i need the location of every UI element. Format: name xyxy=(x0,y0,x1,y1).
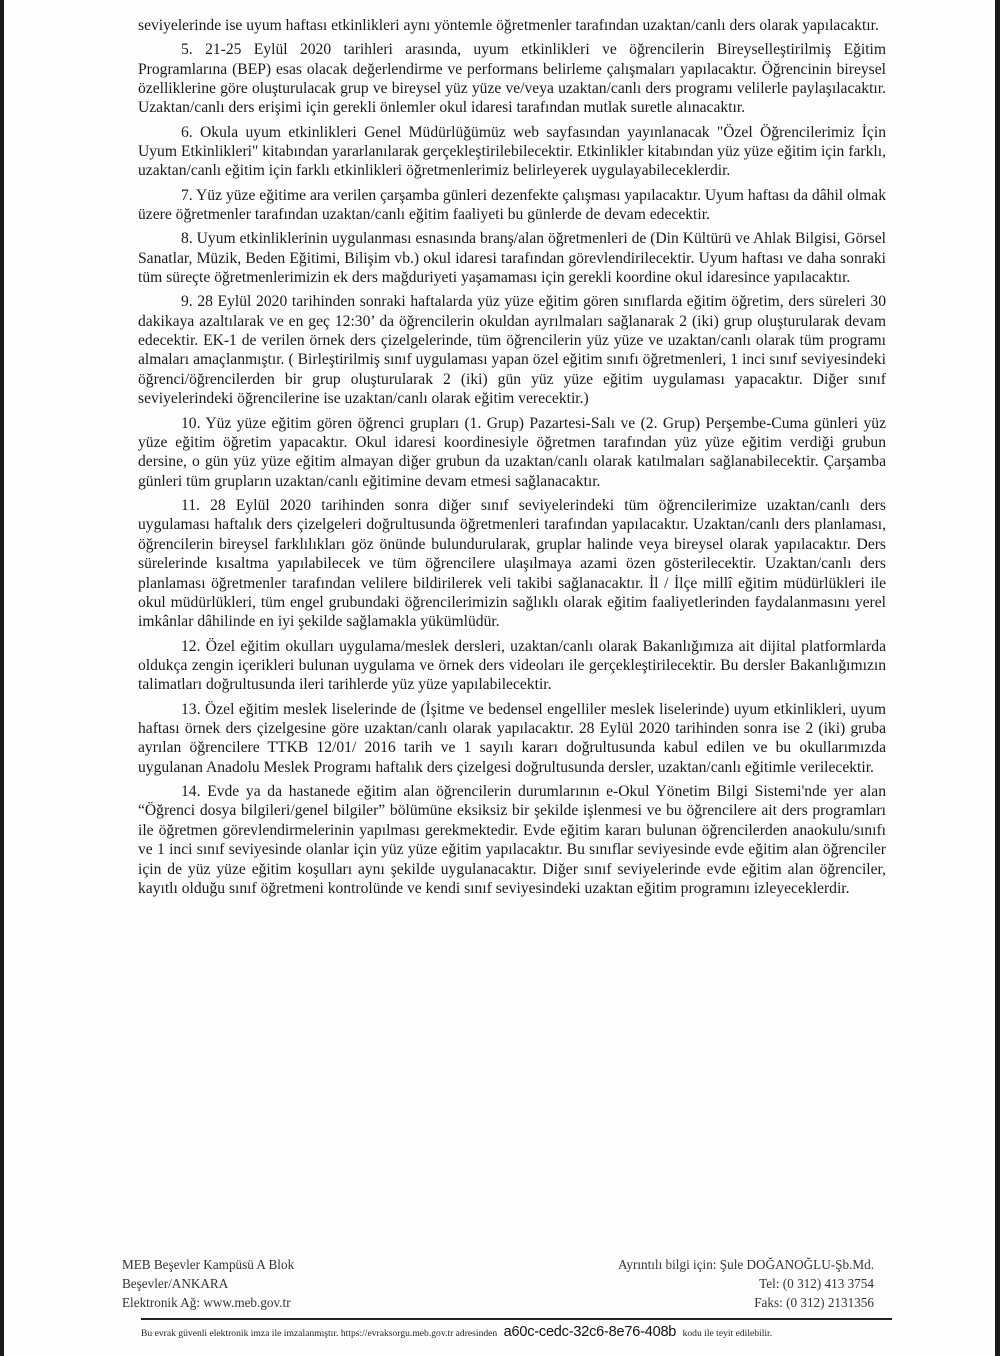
item-6: 6. Okula uyum etkinlikleri Genel Müdürlüğümüz web sayfasından yayınlanacak "Özel Öğrencilerimiz İçin Uyum Etkinlikleri" kitabından yararlanılarak gerçekleştirilebilecektir. Etkinlikler kitabından yüz yüze eğitim için farklı, uzaktan/canlı eğitim için farklı etkinlikleri öğretmenlerimiz belirleyerek uygulayabileceklerdir. xyxy=(138,123,886,180)
address-line: Beşevler/ANKARA xyxy=(122,1276,229,1291)
signature-prefix: Bu evrak güvenli elektronik imza ile imzalanmıştır. https://evraksorgu.meb.gov.tr adresinden xyxy=(141,1328,498,1339)
item-8: 8. Uyum etkinliklerinin uygulanması esnasında branş/alan öğretmenleri de (Din Kültürü ve Ahlak Bilgisi, Görsel Sanatlar, Müzik, Beden Eğitimi, Bilişim vb.) okul idaresi tarafından görevlendirilecektir. Uyum haftası ve daha sonraki tüm süreçte öğretmenlerimizin ek ders mağduriyeti yaşamaması için gerekli koordine okul idaresince yapılacaktır. xyxy=(138,230,886,287)
continuation-paragraph: seviyelerinde ise uyum haftası etkinlikleri aynı yöntemle öğretmenler tarafından uzaktan/canlı ders olarak yapılacaktır. xyxy=(138,17,879,34)
verification-code: a60c-cedc-32c6-8e76-408b xyxy=(503,1324,677,1340)
item-5: 5. 21-25 Eylül 2020 tarihleri arasında, uyum etkinlikleri ve öğrencilerin Bireyselleştirilmiş Eğitim Programlarına (BEP) esas olacak değerlendirme ve performans belirleme çalışmaları yapılacaktır. Öğrencinin bireysel özelliklerine göre oluşturulacak grup ve bireysel yüz yüze ve/veya uzaktan/canlı ders programı velilerle paylaşılacaktır. Uzaktan/canlı ders erişimi için gerekli önlemler okul idaresi tarafından mutlak suretle alınacaktır. xyxy=(138,41,886,117)
item-10: 10. Yüz yüze eğitim gören öğrenci grupları (1. Grup) Pazartesi-Salı ve (2. Grup) Perşembe-Cuma günleri yüz yüze eğitim öğretim yapacaktır. Okul idaresi koordinesiyle öğretmen tarafından yüz yüze eğitim verdiği grubun dersine, o gün yüz yüze eğitim almayan diğer grubun da uzaktan/canlı olarak katılmaları sağlanabilecektir. Çarşamba günleri tüm grupların uzaktan/canlı eğitimine devam etmesi sağlanacaktır. xyxy=(138,414,886,490)
footer-address xyxy=(122,1255,294,1312)
item-7: 7. Yüz yüze eğitime ara verilen çarşamba günleri dezenfekte çalışması yapılacaktır. Uyum haftası da dâhil olmak üzere öğretmenler tarafından uzaktan/canlı eğitim faaliyeti bu günlerde de devam edecektir. xyxy=(138,186,886,224)
contact-person: Ayrıntılı bilgi için: Şule DOĞANOĞLU-Şb.Md. xyxy=(618,1257,874,1272)
contact-phone: Tel: (0 312) 413 3754 xyxy=(759,1276,874,1291)
footer-contact xyxy=(618,1255,874,1312)
item-12: 12. Özel eğitim okulları uygulama/meslek dersleri, uzaktan/canlı olarak Bakanlığımıza ait dijital platformlarda oldukça zengin içerikleri bulunan uygulama ve örnek ders videoları ile gerçekleştirilecektir. Bu dersler Bakanlığımızın talimatları doğrultusunda ileri tarihlerde yüz yüze yapılabilecektir. xyxy=(138,637,886,694)
item-9: 9. 28 Eylül 2020 tarihinden sonraki haftalarda yüz yüze eğitim gören sınıflarda eğitim öğretim, ders süreleri 30 dakikaya azaltılarak ve en geç 12:30’ da öğrencilerin okuldan ayrılmaları sağlanarak 2 (iki) grup oluşturularak devam edecektir. EK-1 de verilen örnek ders çizelgelerinde, tüm öğrencilerin yüz yüze ve uzaktan/canlı olarak tüm programı almaları amaçlanmıştır. ( Birleştirilmiş sınıf uygulaması yapan özel eğitim sınıfı öğretmenleri, 1 inci sınıf seviyesindeki öğrenci/öğrencilerden bir grup oluşturularak 2 (iki) gün yüz yüze eğitim uygulaması yapacaktır. Diğer sınıf seviyelerindeki öğrencilerine ise uzaktan/canlı olarak eğitim verecektir.) xyxy=(138,293,886,408)
item-13: 13. Özel eğitim meslek liselerinde de (İşitme ve bedensel engelliler meslek liselerinde) uyum etkinlikleri, uyum haftası örnek ders çizelgesine göre uzaktan/canlı olarak yapılacaktır. 28 Eylül 2020 tarihinden sonra ise 2 (iki) gruba ayrılan öğrencilere TTKB 12/01/ 2016 tarih ve 1 sayılı kararı doğrultusunda kabul edilen ve bu okullarımızda uygulanan Anadolu Meslek Programı haftalık ders çizelgesi doğrultusunda dersler, uzaktan/canlı eğitimle verilecektir. xyxy=(138,700,886,776)
address-line: Elektronik Ağ: www.meb.gov.tr xyxy=(122,1295,291,1310)
item-11: 11. 28 Eylül 2020 tarihinden sonra diğer sınıf seviyelerindeki tüm öğrencilerimize uzaktan/canlı ders uygulaması haftalık ders çizelgeleri doğrultusunda öğretmenleri tarafından yapılacaktır. Uzaktan/canlı ders planlaması, öğrencilerin bireysel farklılıkları göz önünde bulundurularak, gruplar halinde veya bireysel olarak yapılacaktır. Ders sürelerinde kısaltma yapılabilecek ve tüm öğrencilere ulaşılmaya azami özen gösterilecektir. Uzaktan/canlı ders planlaması öğretmenler tarafından velilere bildirilerek veli takibi sağlanacaktır. İl / İlçe millî eğitim müdürlükleri ile okul müdürlükleri, tüm engel grubundaki öğrencilerimizin sağlıklı olarak eğitim faaliyetlerinden faydalanmasını yerel imkânlar dâhilinde en iyi şekilde sağlamakla yükümlüdür. xyxy=(138,496,887,631)
e-signature-note xyxy=(141,1324,892,1342)
item-14: 14. Evde ya da hastanede eğitim alan öğrencilerin durumlarının e-Okul Yönetim Bilgi Sistemi'nde yer alan “Öğrenci dosya bilgileri/genel bilgiler” bölümüne eksiksiz bir şekilde işlenmesi ve bu öğrencilere ait ders programları ile öğretmen görevlendirmelerinin yapılması gerekmektedir. Evde eğitim kararı bulunan öğrencilerden anaokulu/sınıfı ve 1 inci sınıf seviyesinde olanlar için yüz yüze eğitim yapılacaktır. Bu sınıflar seviyesinde evde eğitim alan öğrenciler için de yüz yüze eğitim koşulları aynı şekilde uygulanacaktır. Diğer sınıf seviyelerinde evde eğitim alan öğrenciler, kayıtlı olduğu sınıf öğretmeni kontrolünde ve kendi sınıf seviyesindeki uzaktan eğitim programını izleyeceklerdir. xyxy=(138,783,887,898)
signature-suffix: kodu ile teyit edilebilir. xyxy=(682,1328,773,1339)
document-body xyxy=(138,16,886,903)
document-page xyxy=(4,0,995,1356)
contact-fax: Faks: (0 312) 2131356 xyxy=(754,1295,874,1310)
footer-divider xyxy=(141,1318,892,1320)
address-line: MEB Beşevler Kampüsü A Blok xyxy=(122,1257,295,1272)
